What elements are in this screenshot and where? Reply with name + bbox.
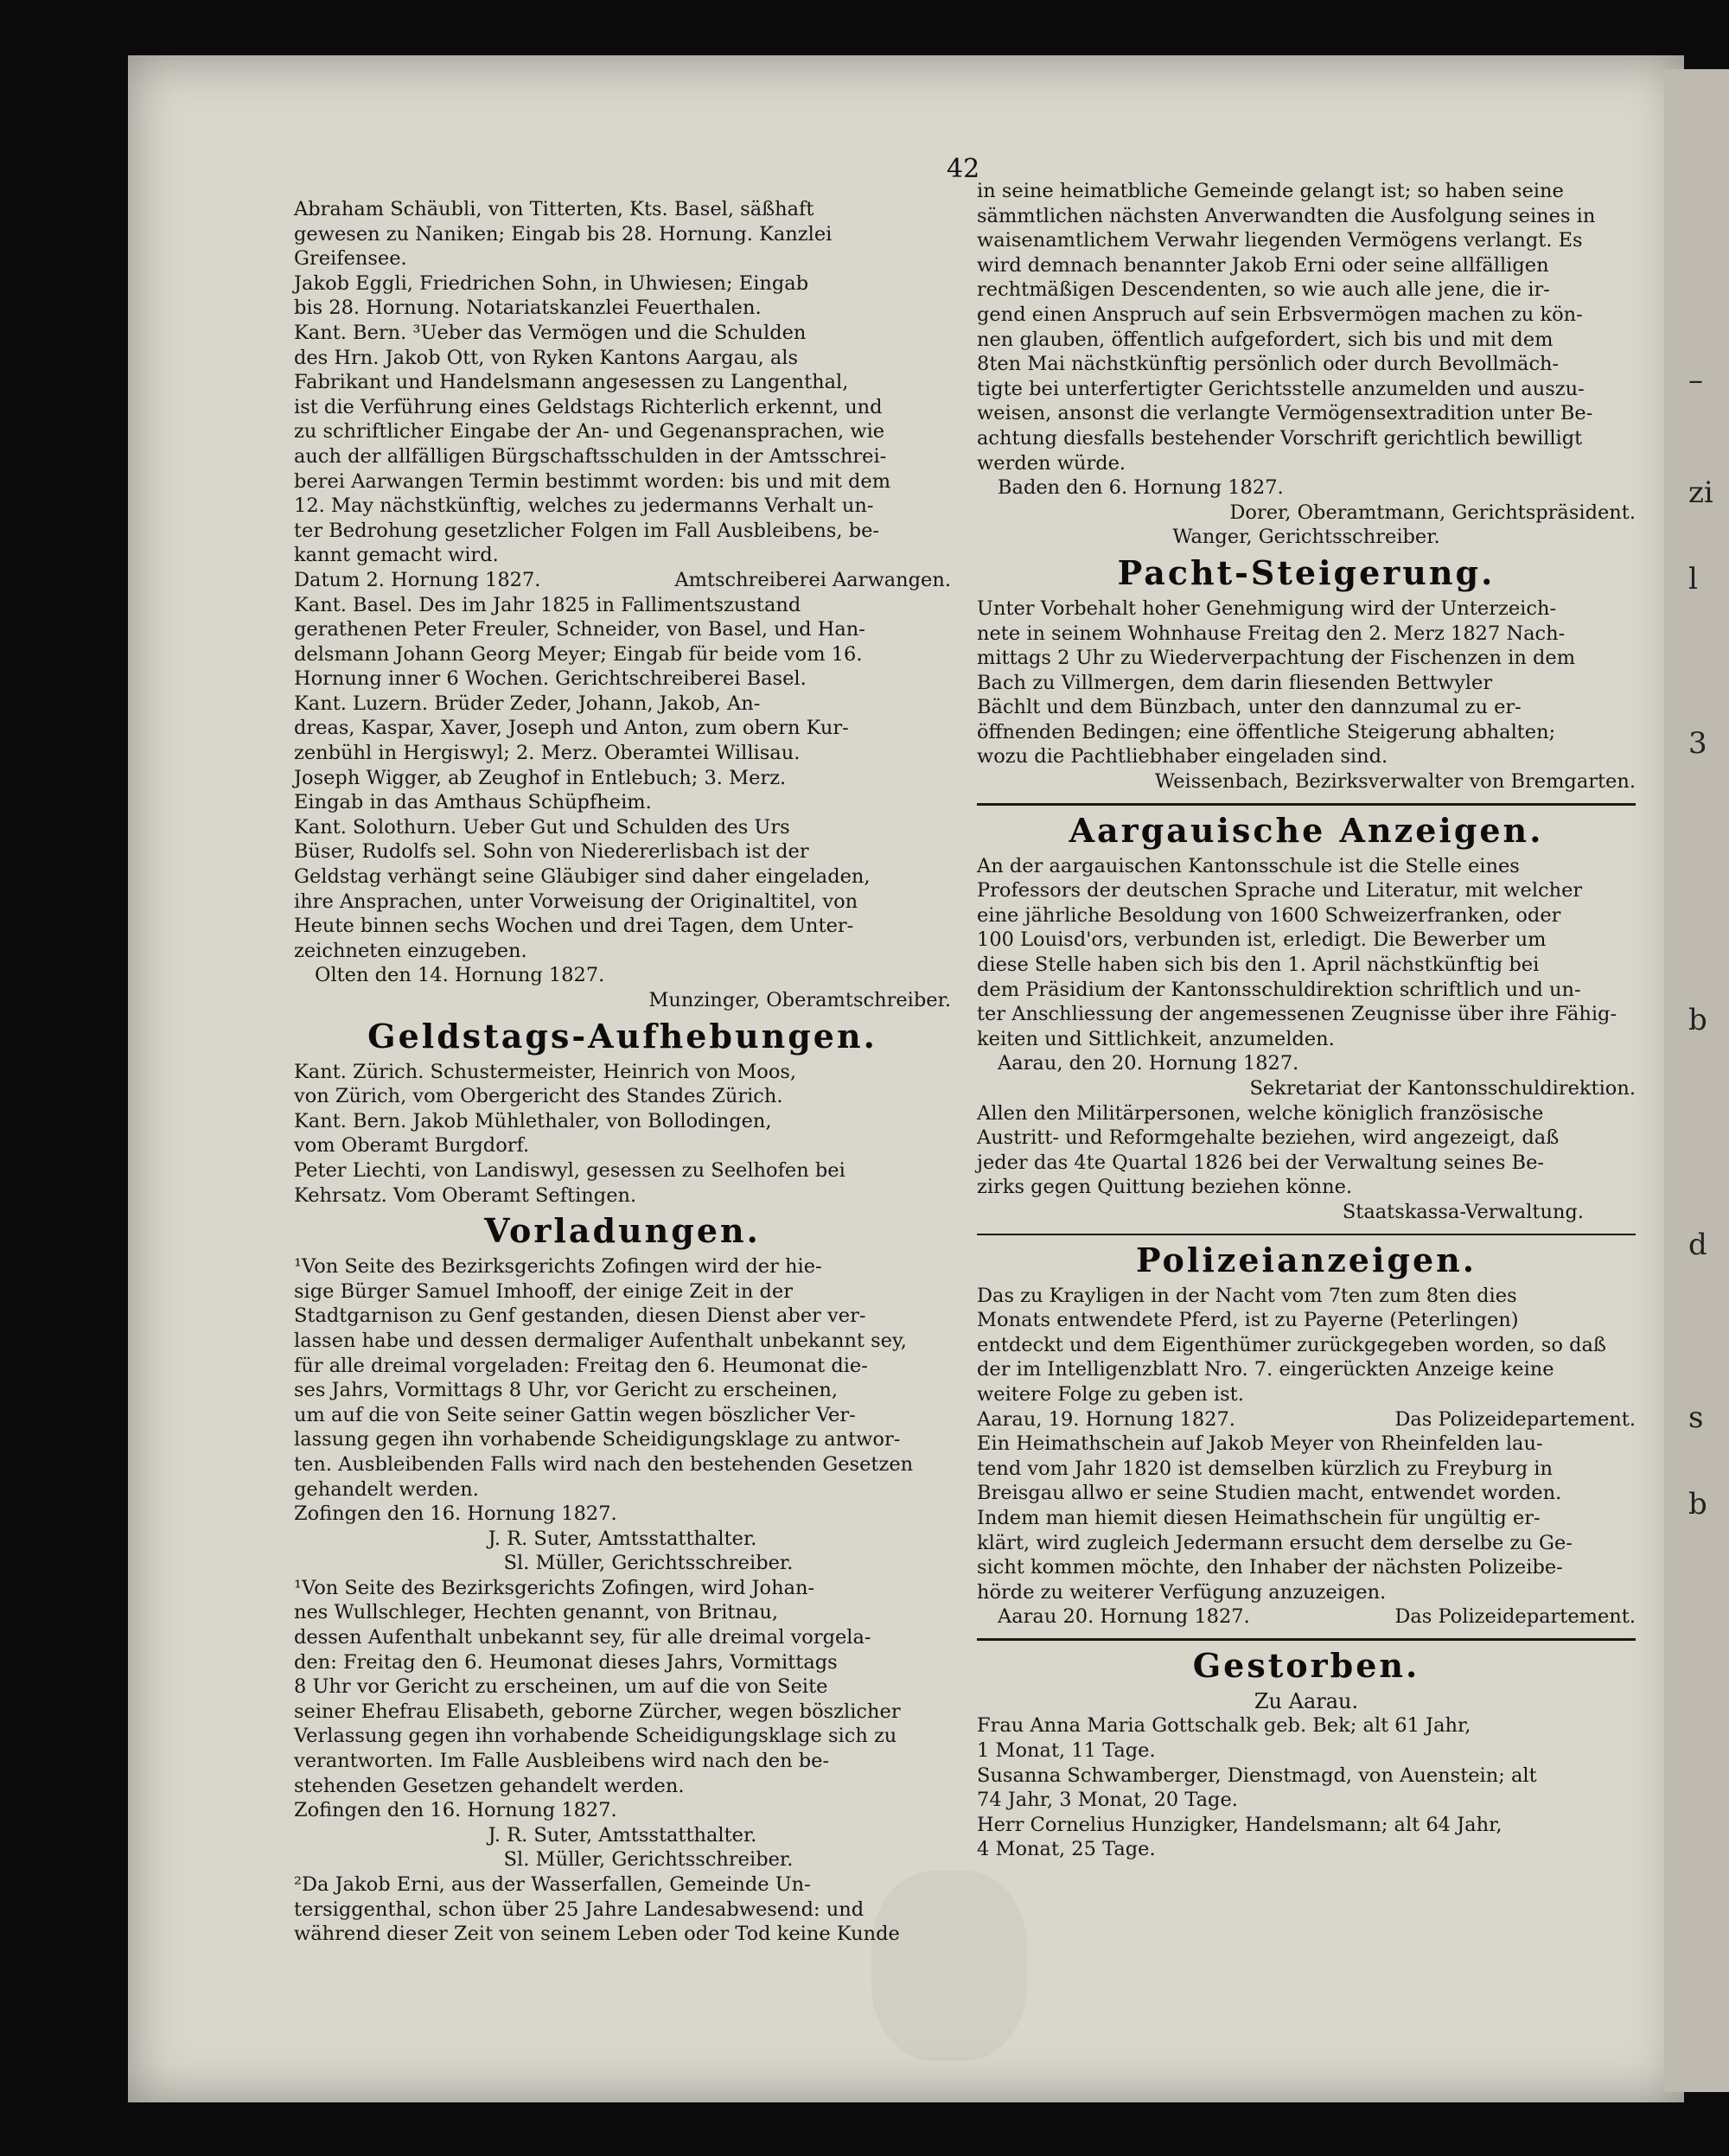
text-line: Greifensee. [294, 247, 407, 271]
text-line: Kant. Zürich. Schustermeister, Heinrich von Moos, [294, 1060, 797, 1083]
text-line: berei Aarwangen Termin bestimmt worden: bis und mit dem [294, 469, 891, 493]
section-heading-gestorben: Gestorben. [1192, 1645, 1420, 1685]
text-line: Kant. Basel. Des im Jahr 1825 in Fallimentszustand [294, 593, 801, 616]
section-heading-vorladungen: Vorladungen. [484, 1211, 761, 1251]
text-line: Kant. Bern. Jakob Mühlethaler, von Bollodingen, [294, 1109, 772, 1132]
text-line: Eingab in das Amthaus Schüpfheim. [294, 791, 652, 814]
text-line: stehenden Gesetzen gehandelt werden. [294, 1774, 685, 1797]
notice-signature: Munzinger, Oberamtschreiber. [648, 989, 951, 1011]
notice-wullschleger [294, 1576, 951, 1798]
text-line: 12. May nächstkünftig, welches zu jedermanns Verhalt un- [294, 494, 874, 518]
text-line: seiner Ehefrau Elisabeth, geborne Zürcher, wegen böszlicher [294, 1700, 901, 1723]
notice-signature: J. R. Suter, Amtsstatthalter. [488, 1823, 757, 1847]
section-heading-aargau: Aargauische Anzeigen. [1069, 810, 1544, 850]
section-divider [977, 803, 1636, 806]
notice-signature: Das Polizeidepartement. [1394, 1605, 1636, 1629]
text-line: Frau Anna Maria Gottschalk geb. Bek; alt 61 Jahr, [977, 1714, 1471, 1738]
notice-basel [294, 593, 951, 692]
text-line: dessen Aufenthalt unbekannt sey, für alle dreimal vorgela- [294, 1626, 871, 1649]
text-line: Fabrikant und Handelsmann angesessen zu Langenthal, [294, 371, 849, 394]
text-line: Susanna Schwamberger, Dienstmagd, von Auenstein; alt [977, 1764, 1537, 1787]
text-line: ter Bedrohung gesetzlicher Folgen im Fall Ausbleibens, be- [294, 519, 880, 542]
text-line: waisenamtlichem Verwahr liegenden Vermögens verlangt. Es [977, 229, 1583, 252]
next-page-fragment: – [1688, 363, 1703, 398]
text-line: Kant. Solothurn. Ueber Gut und Schulden des Urs [294, 815, 790, 839]
text-line: verantworten. Im Falle Ausbleibens wird nach den be- [294, 1750, 830, 1773]
notice-kantonsschule [977, 854, 1636, 1052]
notice-pacht [977, 596, 1636, 769]
notice-militaer [977, 1101, 1636, 1200]
notice-signature: J. R. Suter, Amtsstatthalter. [488, 1527, 757, 1550]
page-number: 42 [947, 154, 980, 184]
text-line: werden würde. [977, 451, 1126, 475]
text-line: für alle dreimal vorgeladen: Freitag den 6. Heumonat die- [294, 1354, 868, 1377]
text-line: wird demnach benannter Jakob Erni oder seine allfälligen [977, 253, 1549, 277]
notice-schaeubli [294, 197, 951, 271]
text-line: 74 Jahr, 3 Monat, 20 Tage. [977, 1789, 1238, 1812]
text-line: Jakob Eggli, Friedrichen Sohn, in Uhwiesen; Eingab [294, 271, 809, 295]
text-line: öffnenden Bedingen; eine öffentliche Steigerung abhalten; [977, 720, 1556, 743]
text-line: sige Bürger Samuel Imhooff, der einige Zeit in der [294, 1279, 793, 1303]
next-page-fragment: zi [1688, 475, 1713, 510]
notice-erni-continued [977, 179, 1636, 475]
text-line: Breisgau allwo er seine Studien macht, entwendet worden. [977, 1482, 1562, 1505]
text-line: zenbühl in Hergiswyl; 2. Merz. Oberamtei Willisau. [294, 742, 801, 765]
left-column [294, 197, 951, 1947]
text-line: zirks gegen Quittung beziehen könne. [977, 1176, 1353, 1199]
text-line: Kant. Bern. ³Ueber das Vermögen und die Schulden [294, 321, 807, 344]
text-line: lassung gegen ihn vorhabende Scheidigungsklage zu antwor- [294, 1428, 901, 1451]
notice-heimathschein [977, 1432, 1636, 1604]
text-line: Allen den Militärpersonen, welche königlich französische [977, 1101, 1544, 1125]
gestorben-place: Zu Aarau. [1254, 1688, 1359, 1713]
death-notices [977, 1713, 1636, 1862]
text-line: wozu die Pachtliebhaber eingeladen sind. [977, 745, 1388, 769]
notice-date: Aarau, 19. Hornung 1827. [977, 1407, 1235, 1431]
notice-solothurn [294, 815, 951, 964]
text-line: ihre Ansprachen, unter Vorweisung der Originaltitel, von [294, 890, 858, 913]
text-line: nes Wullschleger, Hechten genannt, von Britnau, [294, 1601, 779, 1624]
text-line: ses Jahrs, Vormittags 8 Uhr, vor Gericht zu erscheinen, [294, 1379, 839, 1402]
text-line: kannt gemacht wird. [294, 544, 499, 567]
notice-luzern [294, 692, 951, 766]
section-heading-geldstag: Geldstags-Aufhebungen. [367, 1016, 877, 1056]
text-line: tigte bei unterfertigter Gerichtsstelle anzumelden und auszu- [977, 377, 1585, 400]
text-line: Ein Heimathschein auf Jakob Meyer von Rheinfelden lau- [977, 1432, 1543, 1456]
text-line: Hornung inner 6 Wochen. Gerichtschreiberei Basel. [294, 667, 807, 691]
text-line: Verlassung gegen ihn vorhabende Scheidigungsklage sich zu [294, 1725, 897, 1748]
text-line: gewesen zu Naniken; Eingab bis 28. Hornung. Kanzlei [294, 222, 833, 246]
text-line: um auf die von Seite seiner Gattin wegen böszlicher Ver- [294, 1403, 856, 1426]
text-line: Kant. Luzern. Brüder Zeder, Johann, Jakob, An- [294, 692, 761, 715]
text-line: vom Oberamt Burgdorf. [294, 1134, 530, 1158]
text-line: gerathenen Peter Freuler, Schneider, von Basel, und Han- [294, 618, 865, 641]
notice-signature: Sl. Müller, Gerichtsschreiber. [503, 1848, 794, 1872]
notice-date: Aarau 20. Hornung 1827. [998, 1605, 1250, 1629]
text-line: jeder das 4te Quartal 1826 bei der Verwaltung seines Be- [977, 1151, 1544, 1174]
text-line: klärt, wird zugleich Jedermann ersucht dem derselbe zu Ge- [977, 1531, 1573, 1554]
next-page-fragment: b [1688, 1487, 1707, 1521]
text-line: zu schriftlicher Eingabe der An- und Gegenansprachen, wie [294, 420, 885, 443]
next-page-fragment: l [1688, 562, 1698, 596]
notice-date: Zofingen den 16. Hornung 1827. [294, 1502, 617, 1526]
text-line: gend einen Anspruch auf sein Erbsvermögen machen zu kön- [977, 303, 1583, 326]
section-heading-polizei: Polizeianzeigen. [1135, 1240, 1477, 1279]
notice-signature: Dorer, Oberamtmann, Gerichtspräsident. [1229, 501, 1636, 524]
text-line: Das zu Krayligen in der Nacht vom 7ten zum 8ten dies [977, 1284, 1517, 1307]
text-line: in seine heimatbliche Gemeinde gelangt ist; so haben seine [977, 180, 1564, 202]
notice-signature: Sekretariat der Kantonsschuldirektion. [1249, 1077, 1636, 1100]
notice-ott-footer [294, 568, 951, 593]
section-heading-pacht: Pacht-Steigerung. [1117, 552, 1496, 592]
notice-heimathschein-footer [977, 1604, 1636, 1630]
text-line: Bächlt und dem Bünzbach, unter den dannzumal zu er- [977, 696, 1522, 719]
text-line: ter Anschliessung der angemessenen Zeugnisse über ihre Fähig- [977, 1003, 1617, 1026]
text-line: keiten und Sittlichkeit, anzumelden. [977, 1027, 1335, 1050]
text-line: tersiggenthal, schon über 25 Jahre Landesabwesend: und [294, 1898, 864, 1921]
text-line: sicht kommen möchte, den Inhaber der nächsten Polizeibe- [977, 1556, 1563, 1579]
notice-wigger [294, 766, 951, 815]
text-line: mittags 2 Uhr zu Wiederverpachtung der Fischenzen in dem [977, 647, 1576, 670]
text-line: lassen habe und dessen dermaliger Aufenthalt unbekannt sey, [294, 1329, 907, 1352]
notice-date: Datum 2. Hornung 1827. [294, 568, 541, 591]
text-line: diese Stelle haben sich bis den 1. April nächstkünftig bei [977, 954, 1540, 977]
text-line: entdeckt und dem Eigenthümer zurückgegeben worden, so daß [977, 1333, 1606, 1356]
right-column [977, 179, 1636, 1862]
text-line: 1 Monat, 11 Tage. [977, 1739, 1156, 1763]
text-line: weitere Folge zu geben ist. [977, 1382, 1244, 1406]
text-line: 8 Uhr vor Gericht zu erscheinen, um auf die von Seite [294, 1675, 828, 1699]
text-line: ten. Ausbleibenden Falls wird nach den bestehenden Gesetzen [294, 1452, 914, 1476]
text-line: Austritt- und Reformgehalte beziehen, wird angezeigt, daß [977, 1126, 1560, 1150]
text-line: der im Intelligenzblatt Nro. 7. eingerückten Anzeige keine [977, 1358, 1554, 1381]
notice-eggli [294, 271, 951, 321]
text-line: Geldstag verhängt seine Gläubiger sind daher eingeladen, [294, 865, 871, 889]
notice-signature: Das Polizeidepartement. [1394, 1407, 1636, 1431]
next-page-fragment: s [1688, 1400, 1704, 1435]
text-line: tend vom Jahr 1820 ist demselben kürzlich zu Freyburg in [977, 1457, 1553, 1480]
notice-date: Zofingen den 16. Hornung 1827. [294, 1799, 617, 1822]
next-page-fragment: d [1688, 1228, 1707, 1262]
text-line: ²Da Jakob Erni, aus der Wasserfallen, Gemeinde Un- [294, 1873, 811, 1896]
text-line: Heute binnen sechs Wochen und drei Tagen, dem Unter- [294, 915, 854, 938]
text-line: rechtmäßigen Descendenten, so wie auch alle jene, die ir- [977, 278, 1550, 302]
section-divider [977, 1638, 1636, 1641]
notice-zuerich [294, 1060, 951, 1109]
next-page-edge [1664, 69, 1729, 2092]
next-page-fragment: 3 [1688, 726, 1707, 761]
section-divider [977, 1234, 1636, 1235]
text-line: nete in seinem Wohnhause Freitag den 2. Merz 1827 Nach- [977, 622, 1566, 645]
text-line: 100 Louisd'ors, verbunden ist, erledigt. Die Bewerber um [977, 928, 1547, 952]
text-line: Professors der deutschen Sprache und Literatur, mit welcher [977, 879, 1583, 903]
text-line: des Hrn. Jakob Ott, von Ryken Kantons Aargau, als [294, 346, 799, 369]
notice-signature: Amtschreiberei Aarwangen. [674, 568, 951, 591]
notice-ott [294, 321, 951, 568]
notice-date: Aarau, den 20. Hornung 1827. [998, 1052, 1299, 1075]
text-line: eine jährliche Besoldung von 1600 Schweizerfranken, oder [977, 903, 1561, 927]
text-line: hörde zu weiterer Verfügung anzuzeigen. [977, 1580, 1387, 1604]
notice-erni [294, 1872, 951, 1947]
text-line: Bach zu Villmergen, dem darin fliesenden Bettwyler [977, 671, 1493, 694]
text-line: nen glauben, öffentlich aufgefordert, sich bis und mit dem [977, 328, 1554, 351]
text-line: von Zürich, vom Obergericht des Standes Zürich. [294, 1085, 783, 1108]
notice-signature: Staatskassa-Verwaltung. [1342, 1200, 1584, 1223]
text-line: ¹Von Seite des Bezirksgerichts Zofingen wird der hie- [294, 1255, 822, 1279]
notice-imhooff [294, 1254, 951, 1502]
text-line: Herr Cornelius Hunzigker, Handelsmann; alt 64 Jahr, [977, 1813, 1503, 1836]
text-line: gehandelt werden. [294, 1477, 479, 1501]
text-line: Peter Liechti, von Landiswyl, gesessen zu Seelhofen bei [294, 1158, 845, 1182]
text-line: den: Freitag den 6. Heumonat dieses Jahrs, Vormittags [294, 1650, 838, 1674]
text-line: Indem man hiemit diesen Heimathschein für ungültig er- [977, 1506, 1541, 1529]
notice-signature: Sl. Müller, Gerichtsschreiber. [503, 1552, 794, 1575]
text-line: Unter Vorbehalt hoher Genehmigung wird der Unterzeich- [977, 596, 1557, 620]
text-line: dem Präsidium der Kantonsschuldirektion schriftlich und un- [977, 978, 1581, 1001]
text-line: sämmtlichen nächsten Anverwandten die Ausfolgung seines in [977, 204, 1596, 227]
notice-signature: Wanger, Gerichtsschreiber. [1172, 526, 1440, 549]
next-page-fragment: b [1688, 1003, 1707, 1037]
text-line: auch der allfälligen Bürgschaftsschulden in der Amtsschrei- [294, 444, 887, 468]
notice-pferd [977, 1284, 1636, 1407]
text-line: achtung diesfalls bestehender Vorschrift gerichtlich bewilligt [977, 426, 1583, 450]
text-line: zeichneten einzugeben. [294, 939, 527, 962]
text-line: 8ten Mai nächstkünftig persönlich oder durch Bevollmäch- [977, 353, 1560, 376]
text-line: delsmann Johann Georg Meyer; Eingab für beide vom 16. [294, 642, 863, 666]
text-line: An der aargauischen Kantonsschule ist die Stelle eines [977, 854, 1520, 877]
text-line: dreas, Kaspar, Xaver, Joseph und Anton, zum obern Kur- [294, 717, 849, 740]
text-line: weisen, ansonst die verlangte Vermögensextradition unter Be- [977, 402, 1593, 425]
notice-date: Baden den 6. Hornung 1827. [998, 476, 1284, 500]
notice-liechti [294, 1158, 951, 1208]
text-line: Abraham Schäubli, von Titterten, Kts. Basel, säßhaft [294, 198, 814, 220]
text-line: ist die Verführung eines Geldstags Richterlich erkennt, und [294, 395, 883, 418]
text-line: Monats entwendete Pferd, ist zu Payerne (Peterlingen) [977, 1309, 1519, 1332]
text-line: Joseph Wigger, ab Zeughof in Entlebuch; 3. Merz. [294, 766, 787, 789]
text-line: Büser, Rudolfs sel. Sohn von Niedererlisbach ist der [294, 840, 809, 864]
text-line: ¹Von Seite des Bezirksgerichts Zofingen, wird Johan- [294, 1576, 815, 1599]
text-line: Kehrsatz. Vom Oberamt Seftingen. [294, 1183, 637, 1207]
notice-signature: Weissenbach, Bezirksverwalter von Bremgarten. [1154, 770, 1636, 794]
text-line: während dieser Zeit von seinem Leben oder Tod keine Kunde [294, 1923, 900, 1946]
notice-pferd-footer [977, 1407, 1636, 1432]
text-line: 4 Monat, 25 Tage. [977, 1838, 1156, 1861]
notice-date: Olten den 14. Hornung 1827. [315, 964, 605, 987]
text-line: Stadtgarnison zu Genf gestanden, diesen Dienst aber ver- [294, 1304, 866, 1328]
notice-muehlethaler [294, 1109, 951, 1158]
text-line: bis 28. Hornung. Notariatskanzlei Feuerthalen. [294, 297, 762, 320]
